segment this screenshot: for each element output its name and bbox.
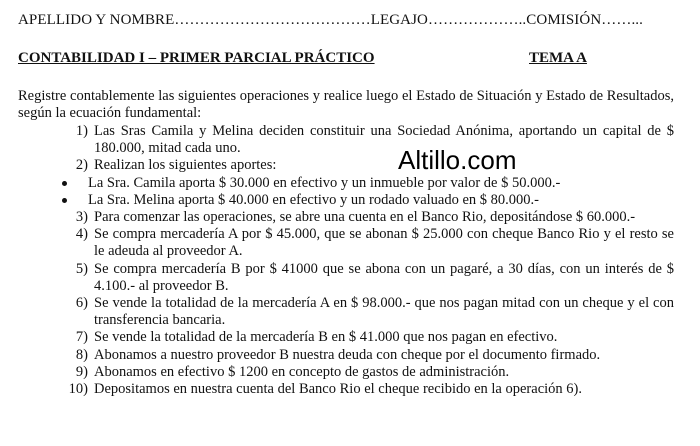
item-text: La Sra. Melina aporta $ 40.000 en efectivo y un rodado valuado en $ 80.000.- — [88, 191, 539, 208]
instructions-paragraph: Registre contablemente las siguientes operaciones y realice luego el Estado de Situación y Estado de Resultados, según la ecuación fundamental: — [18, 88, 674, 122]
list-item — [18, 261, 674, 295]
exam-theme: TEMA A — [529, 50, 587, 66]
list-item — [18, 347, 674, 364]
list-item — [18, 329, 674, 346]
item-number: 6) — [75, 295, 88, 312]
bullet-dot-icon — [62, 181, 67, 186]
item-number: 5) — [75, 260, 88, 277]
list-item — [18, 192, 674, 209]
exam-title: CONTABILIDAD I – PRIMER PARCIAL PRÁCTICO — [18, 50, 375, 66]
student-info-header: APELLIDO Y NOMBRE…………………………………LEGAJO………………..COMISIÓN……... — [18, 12, 643, 28]
item-text: Depositamos en nuestra cuenta del Banco Rio el cheque recibido en la operación 6). — [94, 381, 582, 398]
list-item — [18, 381, 674, 398]
item-text: Abonamos a nuestro proveedor B nuestra deuda con cheque por el documento firmado. — [94, 346, 601, 363]
list-item — [18, 123, 674, 157]
list-item — [18, 209, 674, 226]
watermark-text: Altillo.com — [398, 145, 517, 175]
item-text: Las Sras Camila y Melina deciden constituir una Sociedad Anónima, aportando un capital de $ 180.000, mitad cada uno. — [94, 123, 674, 157]
list-item — [18, 157, 674, 174]
list-item — [18, 175, 674, 192]
bullet-dot-icon — [62, 198, 67, 203]
item-text: Se vende la totalidad de la mercadería B en $ 41.000 que nos pagan en efectivo. — [94, 329, 558, 346]
item-number: 8) — [75, 346, 88, 363]
item-number: 2) — [75, 157, 88, 174]
item-text: Realizan los siguientes aportes: — [94, 157, 277, 174]
item-number: 3) — [75, 209, 88, 226]
list-item — [18, 226, 674, 260]
item-text: La Sra. Camila aporta $ 30.000 en efectivo y un inmueble por valor de $ 50.000.- — [88, 174, 561, 191]
item-text: Abonamos en efectivo $ 1200 en concepto de gastos de administración. — [94, 363, 510, 380]
item-text: Se compra mercadería B por $ 41000 que se abona con un pagaré, a 30 días, con un interés de $ 4.100.- al proveedor B. — [94, 260, 674, 294]
operations-list — [18, 123, 674, 398]
item-text: Se compra mercadería A por $ 45.000, que se abonan $ 25.000 con cheque Banco Rio y el resto se le adeuda al proveedor A. — [94, 226, 674, 260]
item-number: 9) — [75, 363, 88, 380]
item-number: 1) — [75, 123, 88, 139]
list-item — [18, 295, 674, 329]
item-number: 4) — [75, 226, 88, 243]
item-number: 7) — [75, 329, 88, 346]
item-number: 10) — [68, 381, 88, 398]
item-text: Se vende la totalidad de la mercadería A en $ 98.000.- que nos pagan mitad con un cheque y el con transferencia bancaria. — [94, 295, 674, 329]
item-text: Para comenzar las operaciones, se abre una cuenta en el Banco Rio, depositándose $ 60.000.- — [94, 209, 636, 226]
list-item — [18, 364, 674, 381]
